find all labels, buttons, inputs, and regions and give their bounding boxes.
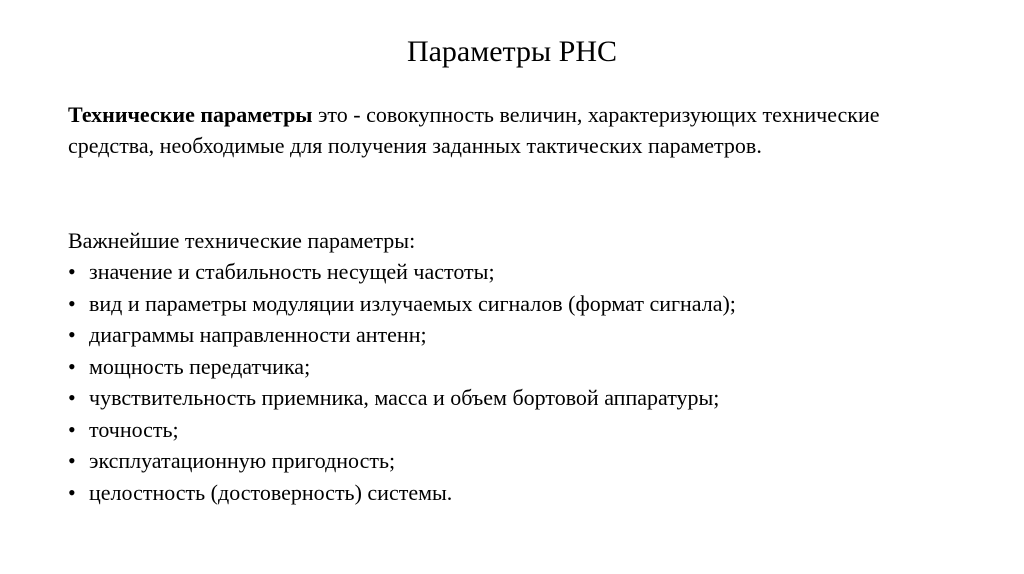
list-item	[68, 445, 736, 477]
bullet-icon: •	[68, 290, 76, 316]
bullet-icon: •	[68, 479, 76, 505]
list-item-text: чувствительность приемника, масса и объем бортовой аппаратуры;	[89, 385, 720, 410]
list-item	[68, 319, 736, 351]
bullet-icon: •	[68, 353, 76, 379]
list-item	[68, 256, 736, 288]
definition-text: это - совокупность величин, характеризующих технические средства, необходимые для получения заданных тактических параметров.	[68, 102, 880, 158]
bullet-icon: •	[68, 385, 76, 410]
list-item-text: вид и параметры модуляции излучаемых сигналов (формат сигнала);	[89, 290, 736, 316]
bullet-icon: •	[68, 259, 76, 284]
list-item	[68, 477, 736, 509]
list-item	[68, 414, 736, 446]
list-heading: Важнейшие технические параметры:	[68, 228, 416, 253]
bullet-icon: •	[68, 416, 76, 442]
list-item	[68, 288, 736, 320]
list-item-text: значение и стабильность несущей частоты;	[89, 259, 495, 284]
parameters-list	[68, 256, 736, 508]
bullet-icon: •	[68, 322, 76, 347]
list-item-text: целостность (достоверность) системы.	[89, 479, 453, 505]
list-item-text: точность;	[89, 416, 179, 442]
definition-paragraph	[68, 99, 968, 161]
bullet-icon: •	[68, 448, 76, 473]
list-item	[68, 351, 736, 383]
list-item-text: эксплуатационную пригодность;	[89, 448, 396, 473]
list-item	[68, 382, 736, 414]
slide-title: Параметры РНС	[406, 35, 618, 68]
list-item-text: мощность передатчика;	[89, 353, 311, 379]
definition-term: Технические параметры	[68, 102, 313, 127]
list-item-text: диаграммы направленности антенн;	[89, 322, 427, 347]
